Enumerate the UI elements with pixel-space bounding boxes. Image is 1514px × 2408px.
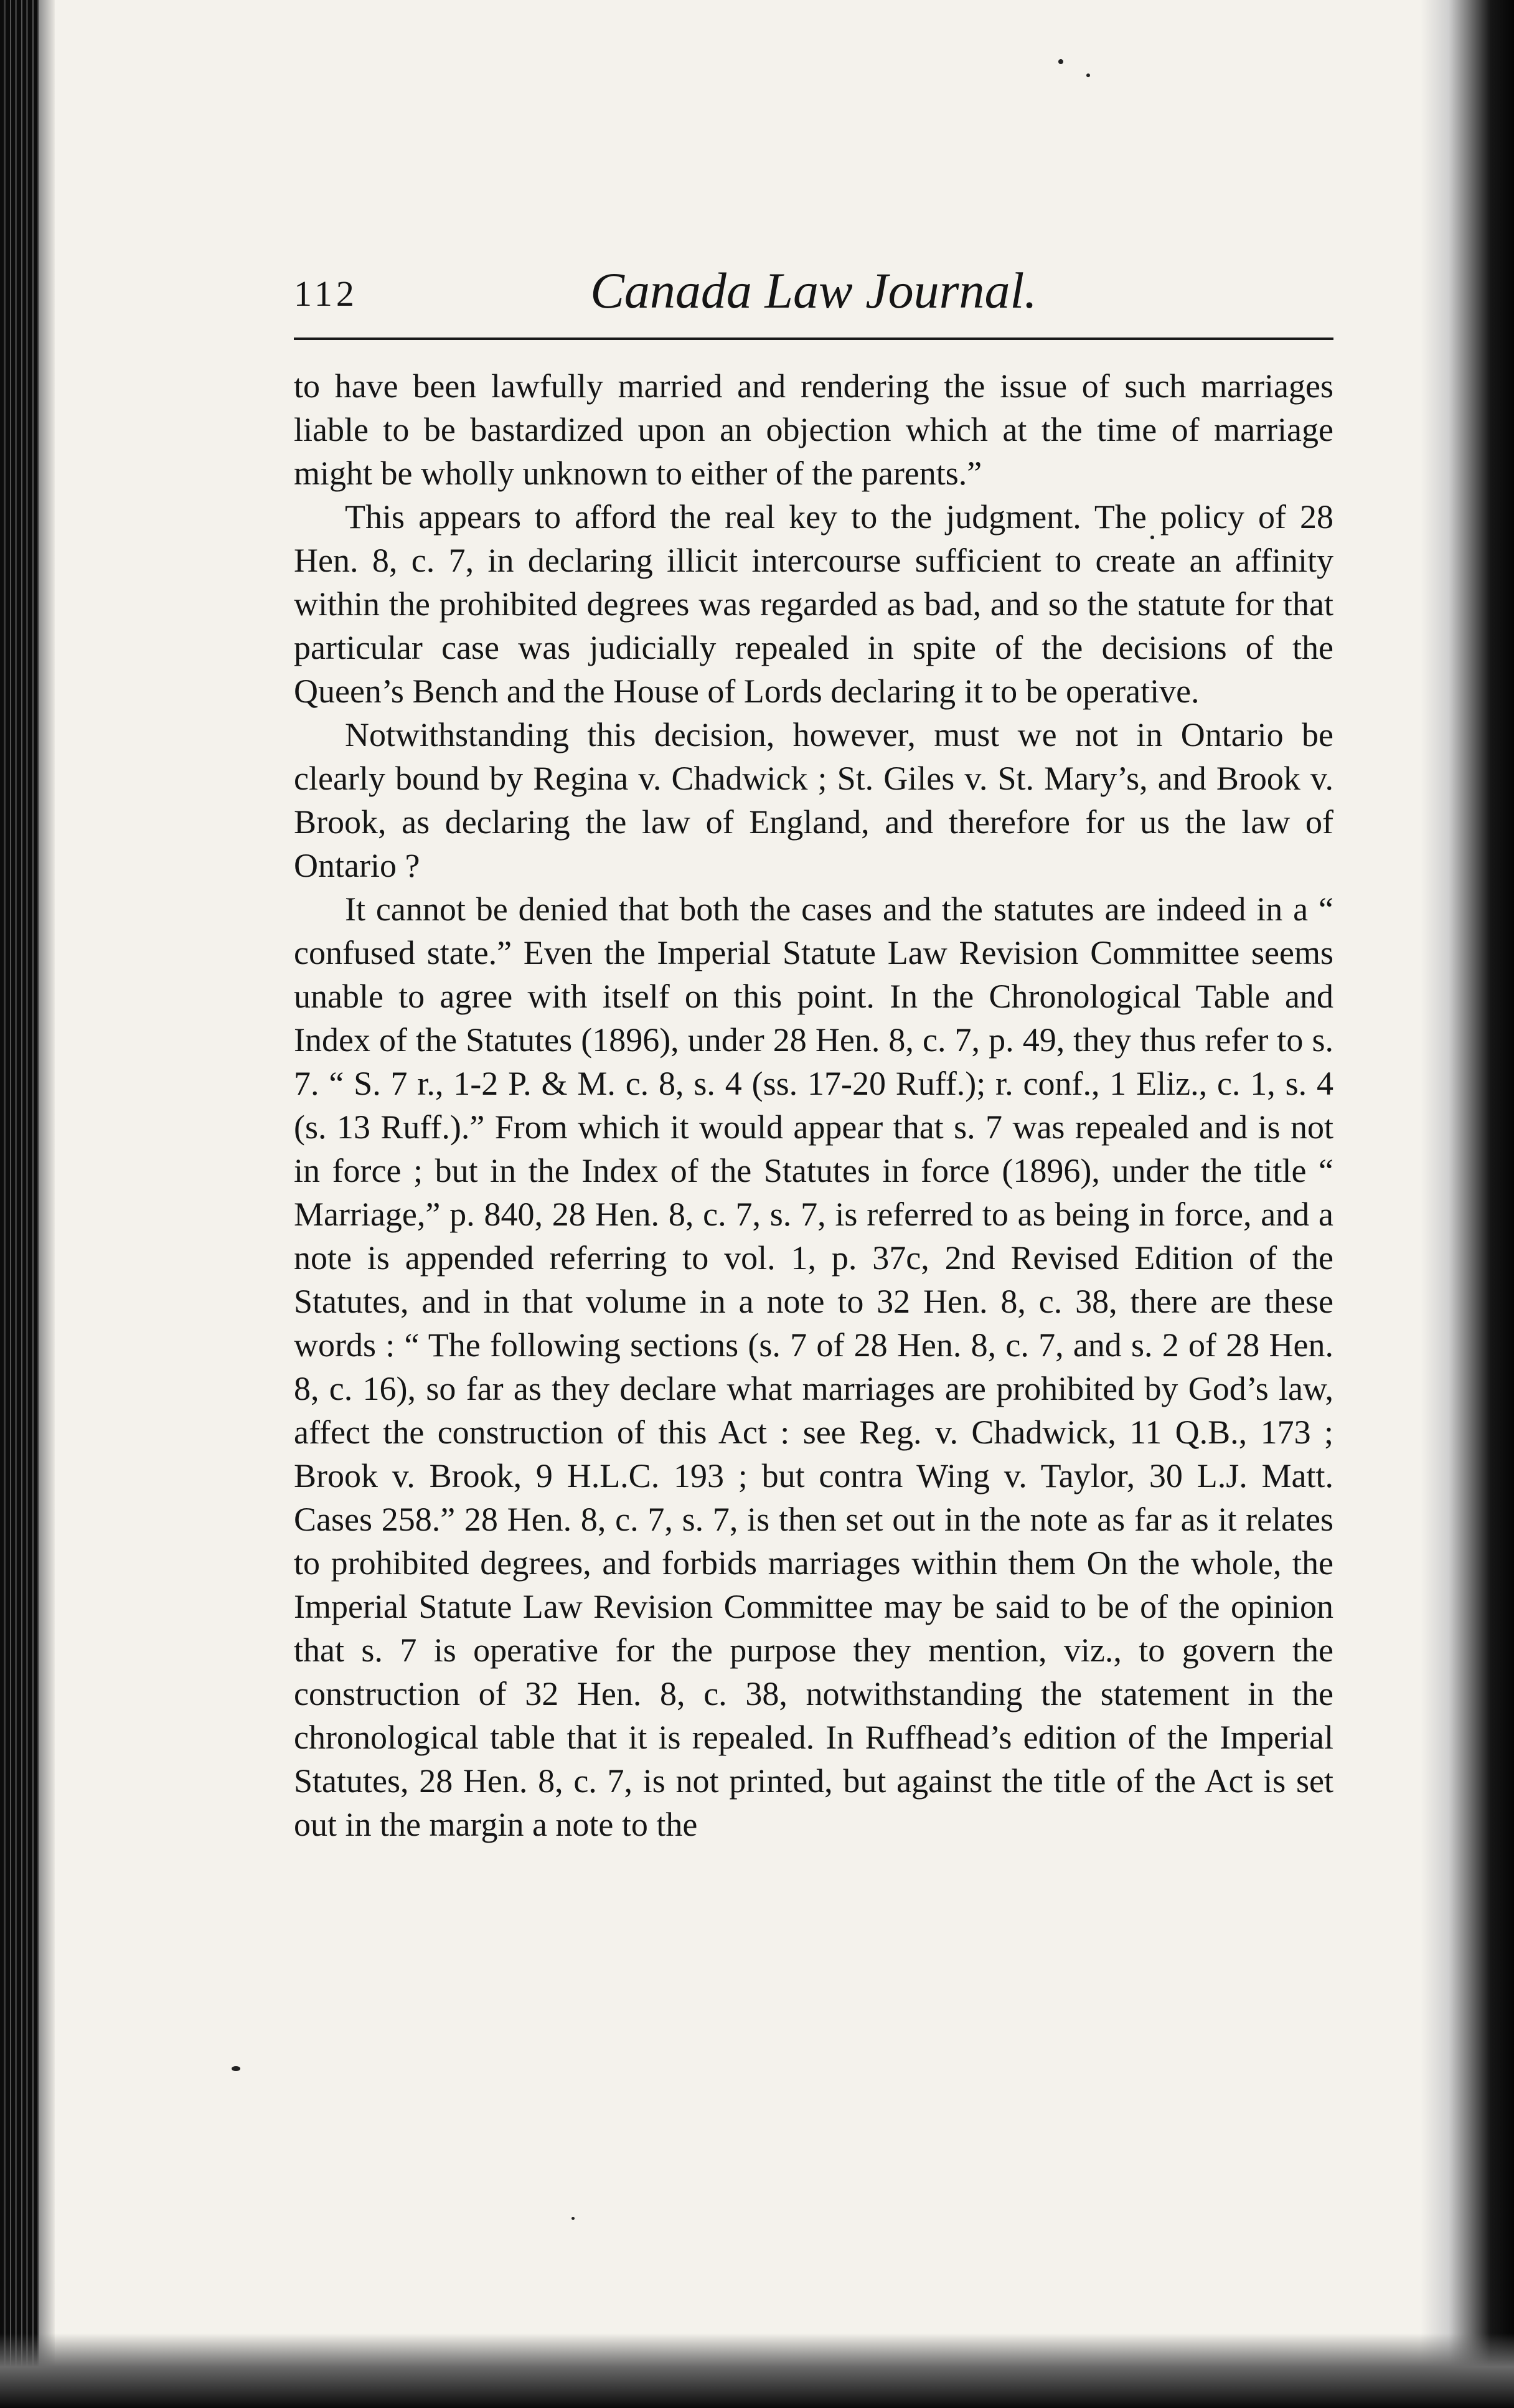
page-header [294,262,1333,330]
ink-speck [571,2217,575,2220]
running-title: Canada Law Journal. [590,262,1037,319]
ink-speck [1086,73,1090,77]
ink-speck [232,2066,240,2071]
paragraph: It cannot be denied that both the cases and the statutes are indeed in a “ confused state.” Even the Imperial Statute Law Revision Committee seems unable to agree with itself on this point. In the Chronological Table and Index of the Statutes (1896), under 28 Hen. 8, c. 7, p. 49, they thus refer to s. 7. “ S. 7 r., 1-2 P. & M. c. 8, s. 4 (ss. 17-20 Ruff.); r. conf., 1 Eliz., c. 1, s. 4 (s. 13 Ruff.).” From which it would appear that s. 7 was repealed and is not in force ; but in the Index of the Statutes in force (1896), under the title “ Marriage,” p. 840, 28 Hen. 8, c. 7, s. 7, is referred to as being in force, and a note is appended referring to vol. 1, p. 37c, 2nd Revised Edition of the Statutes, and in that volume in a note to 32 Hen. 8, c. 38, there are these words : “ The following sections (s. 7 of 28 Hen. 8, c. 7, and s. 2 of 28 Hen. 8, c. 16), so far as they declare what marriages are prohibited by God’s law, affect the construction of this Act : see Reg. v. Chadwick, 11 Q.B., 173 ; Brook v. Brook, 9 H.L.C. 193 ; but contra Wing v. Taylor, 30 L.J. Matt. Cases 258.” 28 Hen. 8, c. 7, s. 7, is then set out in the note as far as it relates to prohibited degrees, and forbids marriages within them On the whole, the Imperial Statute Law Revision Committee may be said to be of the opinion that s. 7 is operative for the purpose they mention, viz., to govern the construction of 32 Hen. 8, c. 38, notwithstanding the statement in the chronological table that it is repealed. In Ruffhead’s edition of the Imperial Statutes, 28 Hen. 8, c. 7, is not printed, but against the title of the Act is set out in the margin a note to the [294,890,1333,1843]
paragraph: Notwithstanding this decision, however, must we not in Ontario be clearly bound by Regina v. Chadwick ; St. Giles v. St. Mary’s, and Brook v. Brook, as declaring the law of England, and therefore for us the law of Ontario ? [294,716,1333,884]
page-number: 112 [294,273,358,314]
paragraph: This appears to afford the real key to the judgment. The policy of 28 Hen. 8, c. 7, in declaring illicit intercourse sufficient to create an affinity within the prohibited degrees was regarded as bad, and so the statute for that particular case was judicially repealed in spite of the decisions of the Queen’s Bench and the House of Lords declaring it to be operative. [294,498,1333,710]
ink-speck [1058,59,1063,64]
book-binding-edge [0,0,39,2408]
ink-speck [1150,536,1154,539]
header-rule [294,338,1333,340]
paragraph: to have been lawfully married and rendering the issue of such marriages liable to be bastardized upon an objection which at the time of marriage might be wholly unknown to either of the parents.” [294,367,1333,492]
article-body [294,364,1333,1846]
page-gutter-shadow [39,0,55,2408]
page-bottom-edge [0,2333,1514,2408]
page-outer-edge [1421,0,1514,2408]
